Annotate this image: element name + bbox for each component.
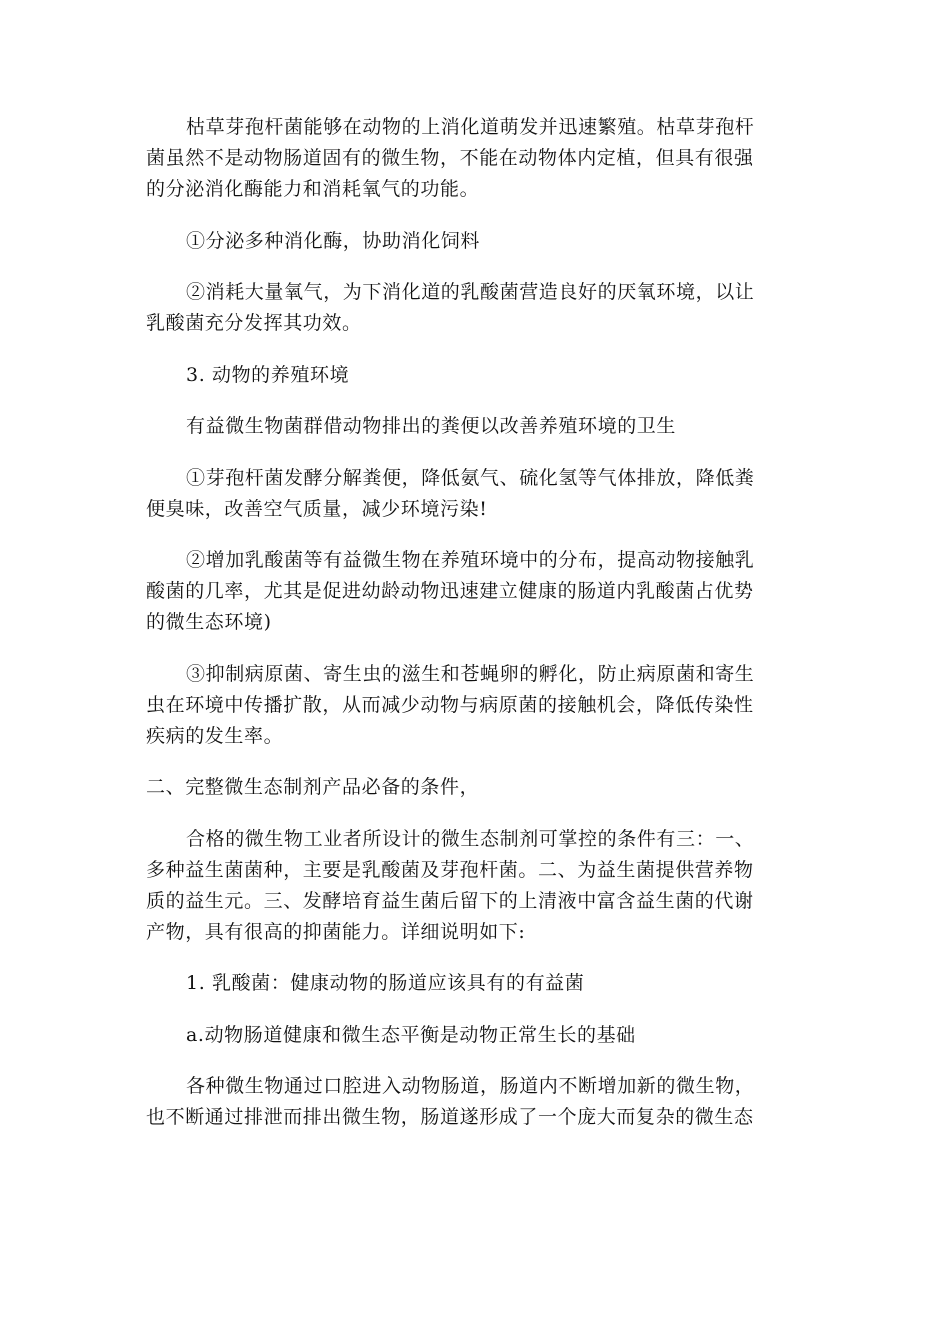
text-line: 菌虽然不是动物肠道固有的微生物，不能在动物体内定植，但具有很强 [146, 147, 754, 169]
text-line: 二、完整微生态制剂产品必备的条件， [146, 776, 480, 798]
text-line: 也不断通过排泄而排出微生物，肠道遂形成了一个庞大而复杂的微生态 [146, 1106, 754, 1128]
body-paragraph [146, 411, 792, 442]
text-line: 合格的微生物工业者所设计的微生态制剂可掌控的条件有三：一、 [186, 828, 755, 850]
body-paragraph [146, 360, 792, 391]
text-line: 的分泌消化酶能力和消耗氧气的功能。 [146, 178, 480, 200]
text-line: 产物，具有很高的抑菌能力。详细说明如下: [146, 921, 526, 943]
body-paragraph [146, 968, 792, 999]
text-line: 虫在环境中传播扩散，从而减少动物与病原菌的接触机会，降低传染性 [146, 694, 754, 716]
text-line: 质的益生元。三、发酵培育益生菌后留下的上清液中富含益生菌的代谢 [146, 890, 754, 912]
text-line: 便臭味，改善空气质量，减少环境污染! [146, 498, 488, 520]
text-line: 乳酸菌充分发挥其功效。 [146, 312, 362, 334]
text-line: ①芽孢杆菌发酵分解粪便，降低氨气、硫化氢等气体排放，降低粪 [186, 467, 755, 489]
text-line: 3. 动物的养殖环境 [186, 364, 350, 386]
text-line: 枯草芽孢杆菌能够在动物的上消化道萌发并迅速繁殖。枯草芽孢杆 [186, 116, 755, 138]
body-paragraph [146, 112, 792, 205]
text-line: 有益微生物菌群借动物排出的粪便以改善养殖环境的卫生 [186, 415, 677, 437]
text-line: ②增加乳酸菌等有益微生物在养殖环境中的分布，提高动物接触乳 [186, 549, 755, 571]
text-line: ③抑制病原菌、寄生虫的滋生和苍蝇卵的孵化，防止病原菌和寄生 [186, 663, 755, 685]
text-line: 酸菌的几率，尤其是促进幼龄动物迅速建立健康的肠道内乳酸菌占优势 [146, 580, 754, 602]
body-paragraph [146, 1071, 792, 1133]
body-paragraph [146, 545, 792, 638]
text-line: a.动物肠道健康和微生态平衡是动物正常生长的基础 [186, 1024, 636, 1046]
body-paragraph [146, 824, 792, 948]
document-body [146, 112, 792, 1133]
text-line: ②消耗大量氧气，为下消化道的乳酸菌营造良好的厌氧环境，以让 [186, 281, 755, 303]
text-line: 疾病的发生率。 [146, 725, 284, 747]
section-heading [146, 772, 792, 803]
text-line: ①分泌多种消化酶，协助消化饲料 [186, 230, 481, 252]
body-paragraph [146, 226, 792, 257]
body-paragraph [146, 463, 792, 525]
body-paragraph [146, 277, 792, 339]
text-line: 1. 乳酸菌：健康动物的肠道应该具有的有益菌 [186, 972, 585, 994]
text-line: 的微生态环境) [146, 611, 272, 633]
text-line: 各种微生物通过口腔进入动物肠道，肠道内不断增加新的微生物， [186, 1075, 755, 1097]
body-paragraph [146, 659, 792, 752]
text-line: 多种益生菌菌种，主要是乳酸菌及芽孢杆菌。二、为益生菌提供营养物 [146, 859, 754, 881]
body-paragraph [146, 1020, 792, 1051]
